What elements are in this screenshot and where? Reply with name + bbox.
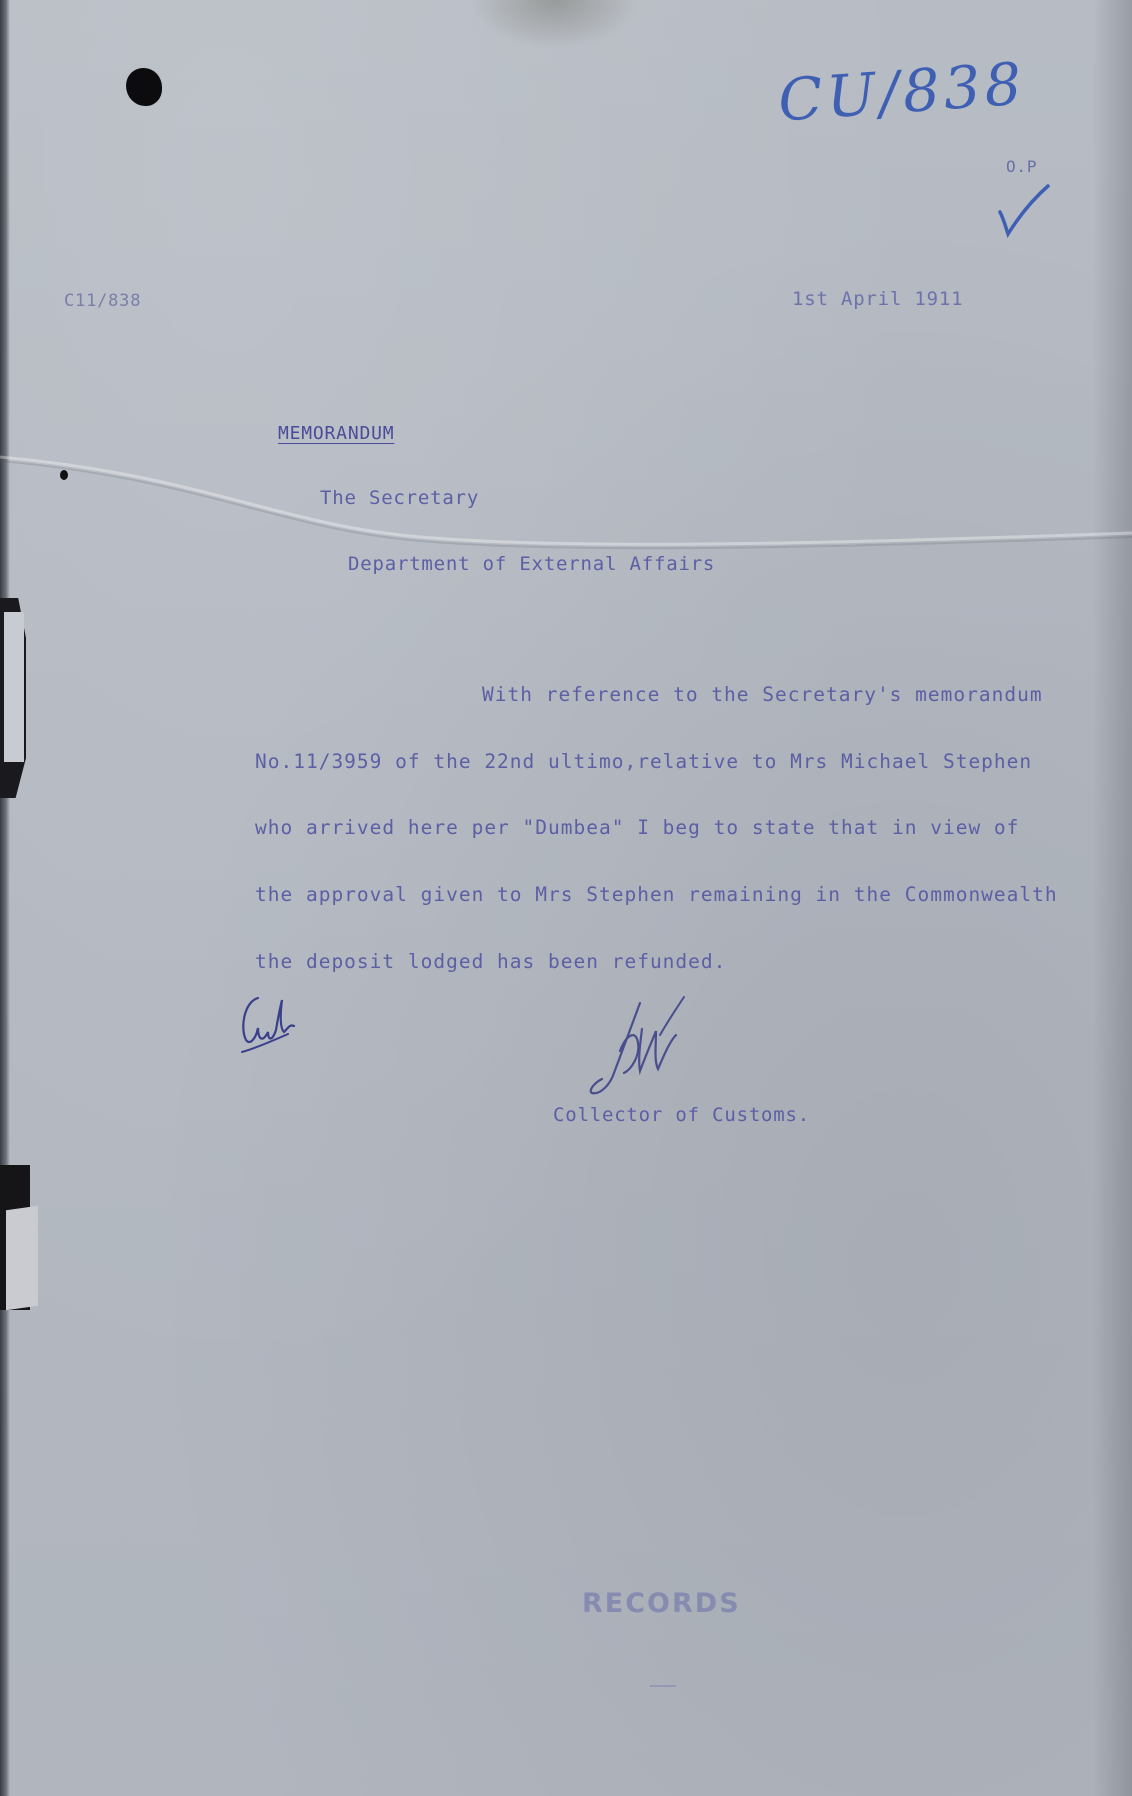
body-line: No.11/3959 of the 22nd ultimo,relative to Mrs Michael Stephen (255, 750, 1033, 773)
body-line: who arrived here per "Dumbea" I beg to state that in view of (255, 816, 1020, 839)
signatory-title: Collector of Customs. (553, 1104, 811, 1126)
file-reference: C11/838 (64, 291, 142, 311)
body-line: With reference to the Secretary's memorandum (482, 683, 1043, 706)
binding-tab-lower-paper (6, 1206, 38, 1310)
top-stain (470, 0, 640, 50)
body-line: the deposit lodged has been refunded. (255, 950, 727, 973)
checkmark-icon (996, 182, 1056, 242)
body-line: the approval given to Mrs Stephen remaining in the Commonwealth (255, 883, 1058, 906)
punch-hole (126, 68, 162, 106)
records-stamp: RECORDS (582, 1588, 741, 1619)
handwritten-file-reference: CU/838 (775, 49, 1028, 135)
stamp-mark (650, 1685, 676, 1687)
department: Department of External Affairs (348, 553, 716, 575)
binding-tab-upper-paper (4, 612, 24, 762)
torn-left-edge (0, 0, 10, 1796)
handwritten-initials (236, 988, 306, 1058)
addressee: The Secretary (320, 487, 480, 509)
annotation-op: O.P (1006, 157, 1038, 176)
handwritten-signature (580, 995, 690, 1105)
right-edge-shadow (1092, 0, 1132, 1796)
paper-fold-line (0, 455, 1132, 555)
memo-heading: MEMORANDUM (278, 423, 395, 444)
memo-date: 1st April 1911 (792, 288, 964, 310)
